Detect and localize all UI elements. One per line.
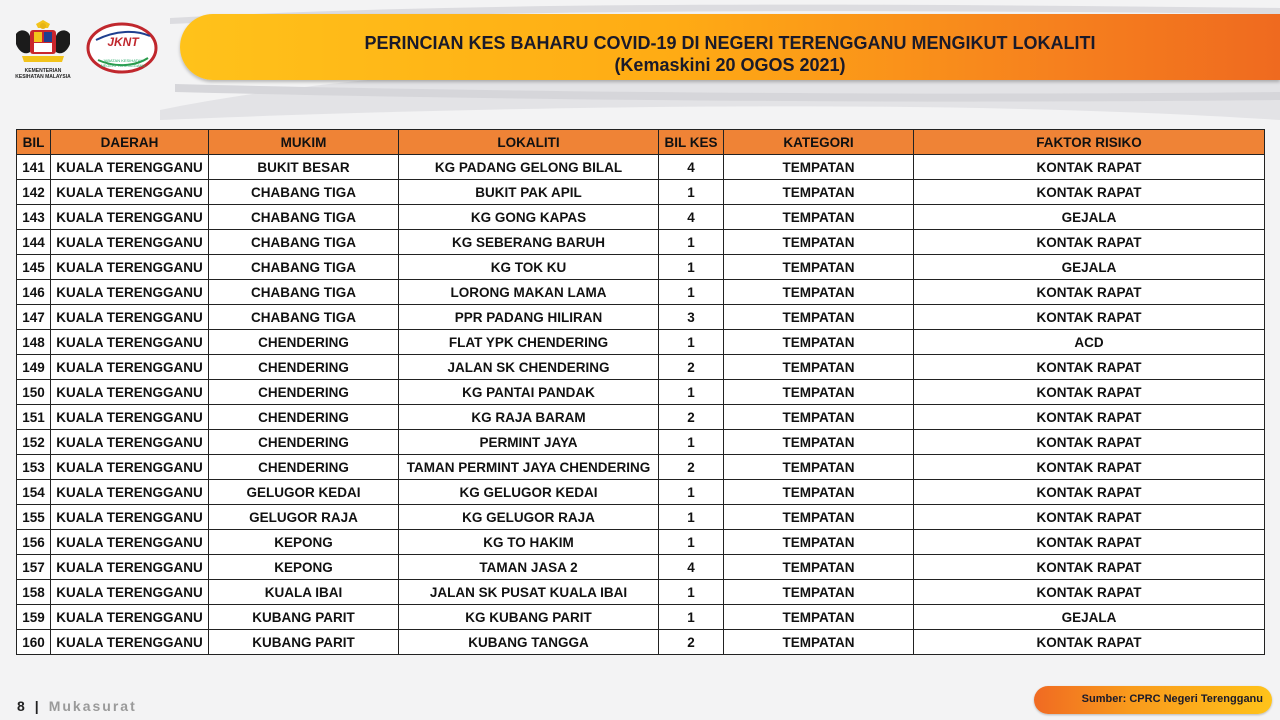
bil-kes-cell: 1: [659, 280, 724, 305]
kategori-cell: TEMPATAN: [724, 155, 914, 180]
bil-kes-cell: 3: [659, 305, 724, 330]
faktor-risiko-cell: KONTAK RAPAT: [914, 280, 1265, 305]
lokaliti-cell: KG PADANG GELONG BILAL: [399, 155, 659, 180]
table-row: [17, 630, 1265, 655]
kategori-cell: TEMPATAN: [724, 555, 914, 580]
lokaliti-cell: TAMAN JASA 2: [399, 555, 659, 580]
mukim-cell: CHENDERING: [209, 405, 399, 430]
kategori-cell: TEMPATAN: [724, 255, 914, 280]
table-header-row: [17, 130, 1265, 155]
jknt-logo: [86, 22, 158, 74]
bil-cell: 143: [17, 205, 51, 230]
jknt-logo-caption: JABATAN KESIHATAN NEGERI TERENGGANU: [100, 58, 146, 68]
mukim-cell: CHABANG TIGA: [209, 205, 399, 230]
kategori-cell: TEMPATAN: [724, 330, 914, 355]
daerah-cell: KUALA TERENGGANU: [51, 180, 209, 205]
table-row: [17, 455, 1265, 480]
table-row: [17, 480, 1265, 505]
faktor-risiko-cell: ACD: [914, 330, 1265, 355]
bil-cell: 141: [17, 155, 51, 180]
column-header: DAERAH: [51, 130, 209, 155]
faktor-risiko-cell: KONTAK RAPAT: [914, 405, 1265, 430]
daerah-cell: KUALA TERENGGANU: [51, 580, 209, 605]
bil-cell: 146: [17, 280, 51, 305]
faktor-risiko-cell: KONTAK RAPAT: [914, 305, 1265, 330]
table-row: [17, 205, 1265, 230]
lokaliti-cell: LORONG MAKAN LAMA: [399, 280, 659, 305]
title-line-1: PERINCIAN KES BAHARU COVID-19 DI NEGERI TERENGGANU MENGIKUT LOKALITI: [364, 33, 1096, 53]
lokaliti-cell: KG SEBERANG BARUH: [399, 230, 659, 255]
table-row: [17, 555, 1265, 580]
daerah-cell: KUALA TERENGGANU: [51, 530, 209, 555]
column-header: LOKALITI: [399, 130, 659, 155]
bil-cell: 154: [17, 480, 51, 505]
bil-kes-cell: 2: [659, 405, 724, 430]
bil-kes-cell: 1: [659, 580, 724, 605]
kategori-cell: TEMPATAN: [724, 580, 914, 605]
table-row: [17, 255, 1265, 280]
lokaliti-cell: BUKIT PAK APIL: [399, 180, 659, 205]
column-header: KATEGORI: [724, 130, 914, 155]
mukim-cell: KUBANG PARIT: [209, 630, 399, 655]
kategori-cell: TEMPATAN: [724, 180, 914, 205]
bil-kes-cell: 1: [659, 230, 724, 255]
bil-kes-cell: 4: [659, 555, 724, 580]
mukim-cell: CHENDERING: [209, 380, 399, 405]
bil-kes-cell: 2: [659, 630, 724, 655]
daerah-cell: KUALA TERENGGANU: [51, 555, 209, 580]
daerah-cell: KUALA TERENGGANU: [51, 355, 209, 380]
jknt-logo-text: JKNT: [107, 35, 139, 49]
faktor-risiko-cell: GEJALA: [914, 205, 1265, 230]
bil-kes-cell: 1: [659, 430, 724, 455]
faktor-risiko-cell: KONTAK RAPAT: [914, 155, 1265, 180]
bil-kes-cell: 1: [659, 480, 724, 505]
kategori-cell: TEMPATAN: [724, 230, 914, 255]
lokaliti-cell: KG PANTAI PANDAK: [399, 380, 659, 405]
bil-cell: 148: [17, 330, 51, 355]
bil-kes-cell: 1: [659, 530, 724, 555]
page-number: 8: [17, 698, 25, 714]
faktor-risiko-cell: KONTAK RAPAT: [914, 530, 1265, 555]
bil-cell: 158: [17, 580, 51, 605]
bil-cell: 152: [17, 430, 51, 455]
daerah-cell: KUALA TERENGGANU: [51, 305, 209, 330]
bil-kes-cell: 1: [659, 330, 724, 355]
table-row: [17, 580, 1265, 605]
kategori-cell: TEMPATAN: [724, 280, 914, 305]
source-text: Sumber: CPRC Negeri Terengganu: [1081, 693, 1263, 705]
kategori-cell: TEMPATAN: [724, 530, 914, 555]
mukim-cell: BUKIT BESAR: [209, 155, 399, 180]
bil-kes-cell: 4: [659, 155, 724, 180]
daerah-cell: KUALA TERENGGANU: [51, 405, 209, 430]
faktor-risiko-cell: KONTAK RAPAT: [914, 380, 1265, 405]
table-row: [17, 155, 1265, 180]
mukim-cell: CHENDERING: [209, 355, 399, 380]
page-word: Mukasurat: [48, 698, 137, 714]
bil-cell: 149: [17, 355, 51, 380]
lokaliti-cell: KG KUBANG PARIT: [399, 605, 659, 630]
faktor-risiko-cell: KONTAK RAPAT: [914, 355, 1265, 380]
faktor-risiko-cell: GEJALA: [914, 605, 1265, 630]
bil-kes-cell: 1: [659, 380, 724, 405]
table-row: [17, 430, 1265, 455]
table-row: [17, 230, 1265, 255]
table-row: [17, 180, 1265, 205]
table-row: [17, 380, 1265, 405]
mukim-cell: CHENDERING: [209, 430, 399, 455]
lokaliti-cell: KUBANG TANGGA: [399, 630, 659, 655]
bil-cell: 160: [17, 630, 51, 655]
faktor-risiko-cell: GEJALA: [914, 255, 1265, 280]
bil-cell: 159: [17, 605, 51, 630]
daerah-cell: KUALA TERENGGANU: [51, 630, 209, 655]
daerah-cell: KUALA TERENGGANU: [51, 205, 209, 230]
title-line-2: (Kemaskini 20 OGOS 2021): [614, 55, 846, 75]
mukim-cell: CHABANG TIGA: [209, 255, 399, 280]
faktor-risiko-cell: KONTAK RAPAT: [914, 505, 1265, 530]
bil-kes-cell: 2: [659, 355, 724, 380]
daerah-cell: KUALA TERENGGANU: [51, 455, 209, 480]
daerah-cell: KUALA TERENGGANU: [51, 605, 209, 630]
mukim-cell: CHABANG TIGA: [209, 180, 399, 205]
coat-of-arms-icon: [10, 20, 76, 68]
bil-cell: 156: [17, 530, 51, 555]
bil-cell: 155: [17, 505, 51, 530]
bil-cell: 157: [17, 555, 51, 580]
bil-kes-cell: 1: [659, 605, 724, 630]
column-header: MUKIM: [209, 130, 399, 155]
mukim-cell: KEPONG: [209, 555, 399, 580]
kategori-cell: TEMPATAN: [724, 305, 914, 330]
footer-separator: |: [34, 698, 39, 714]
table-row: [17, 530, 1265, 555]
bil-cell: 144: [17, 230, 51, 255]
mukim-cell: GELUGOR RAJA: [209, 505, 399, 530]
bil-cell: 142: [17, 180, 51, 205]
faktor-risiko-cell: KONTAK RAPAT: [914, 180, 1265, 205]
faktor-risiko-cell: KONTAK RAPAT: [914, 230, 1265, 255]
daerah-cell: KUALA TERENGGANU: [51, 380, 209, 405]
bil-kes-cell: 2: [659, 455, 724, 480]
lokaliti-cell: PPR PADANG HILIRAN: [399, 305, 659, 330]
lokaliti-cell: KG GONG KAPAS: [399, 205, 659, 230]
lokaliti-cell: KG GELUGOR RAJA: [399, 505, 659, 530]
faktor-risiko-cell: KONTAK RAPAT: [914, 630, 1265, 655]
daerah-cell: KUALA TERENGGANU: [51, 155, 209, 180]
daerah-cell: KUALA TERENGGANU: [51, 230, 209, 255]
table-row: [17, 605, 1265, 630]
kategori-cell: TEMPATAN: [724, 480, 914, 505]
faktor-risiko-cell: KONTAK RAPAT: [914, 480, 1265, 505]
cases-table: [16, 129, 1265, 655]
column-header: FAKTOR RISIKO: [914, 130, 1265, 155]
lokaliti-cell: JALAN SK PUSAT KUALA IBAI: [399, 580, 659, 605]
mukim-cell: CHENDERING: [209, 330, 399, 355]
lokaliti-cell: KG RAJA BARAM: [399, 405, 659, 430]
kategori-cell: TEMPATAN: [724, 355, 914, 380]
table-row: [17, 505, 1265, 530]
table-row: [17, 405, 1265, 430]
kategori-cell: TEMPATAN: [724, 455, 914, 480]
lokaliti-cell: PERMINT JAYA: [399, 430, 659, 455]
faktor-risiko-cell: KONTAK RAPAT: [914, 580, 1265, 605]
mukim-cell: CHENDERING: [209, 455, 399, 480]
kkm-logo-caption: KEMENTERIAN KESIHATAN MALAYSIA: [15, 68, 71, 80]
page-title: [180, 32, 1280, 76]
kkm-logo: [10, 20, 76, 82]
bil-cell: 153: [17, 455, 51, 480]
daerah-cell: KUALA TERENGGANU: [51, 430, 209, 455]
kategori-cell: TEMPATAN: [724, 205, 914, 230]
column-header: BIL KES: [659, 130, 724, 155]
bil-cell: 145: [17, 255, 51, 280]
table-row: [17, 330, 1265, 355]
table-row: [17, 305, 1265, 330]
bil-cell: 147: [17, 305, 51, 330]
daerah-cell: KUALA TERENGGANU: [51, 330, 209, 355]
table-body: [17, 155, 1265, 655]
faktor-risiko-cell: KONTAK RAPAT: [914, 430, 1265, 455]
lokaliti-cell: KG GELUGOR KEDAI: [399, 480, 659, 505]
kategori-cell: TEMPATAN: [724, 405, 914, 430]
faktor-risiko-cell: KONTAK RAPAT: [914, 555, 1265, 580]
daerah-cell: KUALA TERENGGANU: [51, 255, 209, 280]
kategori-cell: TEMPATAN: [724, 380, 914, 405]
bil-kes-cell: 1: [659, 180, 724, 205]
bil-kes-cell: 1: [659, 505, 724, 530]
kategori-cell: TEMPATAN: [724, 430, 914, 455]
lokaliti-cell: JALAN SK CHENDERING: [399, 355, 659, 380]
mukim-cell: CHABANG TIGA: [209, 305, 399, 330]
bil-cell: 150: [17, 380, 51, 405]
daerah-cell: KUALA TERENGGANU: [51, 280, 209, 305]
daerah-cell: KUALA TERENGGANU: [51, 480, 209, 505]
mukim-cell: KEPONG: [209, 530, 399, 555]
kategori-cell: TEMPATAN: [724, 605, 914, 630]
bil-kes-cell: 4: [659, 205, 724, 230]
page-footer: [17, 698, 137, 714]
kategori-cell: TEMPATAN: [724, 505, 914, 530]
daerah-cell: KUALA TERENGGANU: [51, 505, 209, 530]
mukim-cell: GELUGOR KEDAI: [209, 480, 399, 505]
lokaliti-cell: KG TO HAKIM: [399, 530, 659, 555]
faktor-risiko-cell: KONTAK RAPAT: [914, 455, 1265, 480]
mukim-cell: KUBANG PARIT: [209, 605, 399, 630]
table-row: [17, 355, 1265, 380]
mukim-cell: KUALA IBAI: [209, 580, 399, 605]
bil-kes-cell: 1: [659, 255, 724, 280]
lokaliti-cell: FLAT YPK CHENDERING: [399, 330, 659, 355]
bil-cell: 151: [17, 405, 51, 430]
mukim-cell: CHABANG TIGA: [209, 280, 399, 305]
kategori-cell: TEMPATAN: [724, 630, 914, 655]
mukim-cell: CHABANG TIGA: [209, 230, 399, 255]
lokaliti-cell: TAMAN PERMINT JAYA CHENDERING: [399, 455, 659, 480]
column-header: BIL: [17, 130, 51, 155]
table-row: [17, 280, 1265, 305]
lokaliti-cell: KG TOK KU: [399, 255, 659, 280]
